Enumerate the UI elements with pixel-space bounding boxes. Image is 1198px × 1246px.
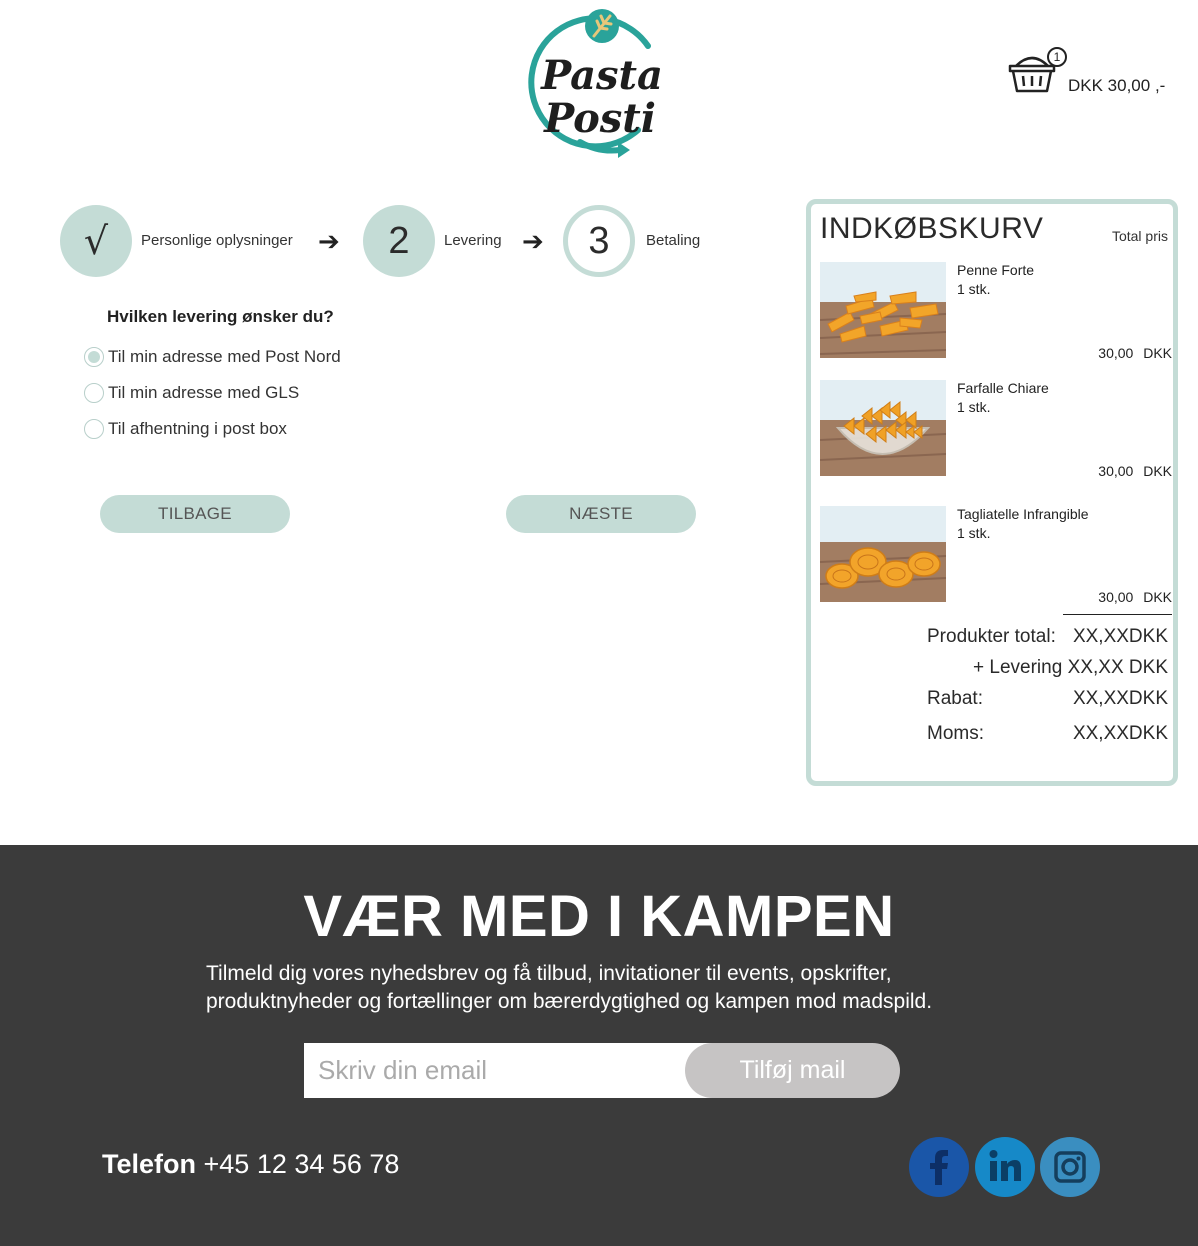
step-2-number: 2 bbox=[388, 219, 410, 262]
cart-count-badge: 1 bbox=[1053, 50, 1061, 64]
cart-item-name: Tagliatelle Infrangible bbox=[957, 506, 1089, 522]
cart-item-price: 30,00 DKK bbox=[1098, 589, 1172, 605]
step-3-label: Betaling bbox=[646, 232, 701, 249]
discount-label: Rabat: bbox=[927, 688, 983, 709]
shopping-basket-icon[interactable] bbox=[1006, 46, 1070, 96]
radio-button[interactable] bbox=[84, 383, 104, 403]
vat-label: Moms: bbox=[927, 723, 984, 744]
cart-item-name: Penne Forte bbox=[957, 262, 1035, 278]
cart-item-qty: 1 stk. bbox=[957, 525, 991, 541]
arrow-right-icon: ➔ bbox=[522, 226, 544, 256]
delivery-cost-label: + Levering bbox=[973, 657, 1063, 678]
newsletter-description: Tilmeld dig vores nyhedsbrev og få tilbud, invitationer til events, opskrifter, produktnyheder og fortællinger om bærerdygtighed og kampen mod madspild. bbox=[206, 962, 933, 1013]
next-button[interactable]: NÆSTE bbox=[506, 495, 696, 533]
step-2-label: Levering bbox=[444, 232, 502, 249]
cart-total-price-label: Total pris bbox=[1111, 228, 1168, 244]
step-2-circle bbox=[363, 205, 435, 277]
instagram-icon[interactable] bbox=[1040, 1137, 1100, 1197]
cart-item bbox=[820, 380, 1172, 478]
delivery-option-label: Til afhentning i post box bbox=[108, 419, 287, 438]
summary-divider bbox=[1063, 614, 1172, 615]
step-3-circle bbox=[563, 205, 635, 277]
svg-text:Posti: Posti bbox=[544, 95, 656, 142]
delivery-option-label: Til min adresse med GLS bbox=[108, 383, 300, 402]
svg-text:Pasta: Pasta bbox=[541, 52, 663, 99]
delivery-option-postbox[interactable] bbox=[84, 417, 287, 441]
cart-title: INDKØBSKURV bbox=[820, 212, 1044, 245]
footer bbox=[0, 845, 1198, 1246]
products-total-value: XX,XXDKK bbox=[1072, 626, 1168, 647]
phone-label: Telefon bbox=[102, 1149, 196, 1179]
radio-button[interactable] bbox=[84, 419, 104, 439]
cart-item-qty: 1 stk. bbox=[957, 399, 991, 415]
vat-value: XX,XXDKK bbox=[1072, 723, 1168, 744]
cart-panel bbox=[806, 199, 1178, 786]
cart-item-price: 30,00 DKK bbox=[1098, 463, 1172, 479]
delivery-option-gls[interactable] bbox=[84, 381, 299, 405]
step-1-label: Personlige oplysninger bbox=[141, 232, 293, 249]
newsletter-title: VÆR MED I KAMPEN bbox=[303, 884, 895, 949]
penne-product-image[interactable] bbox=[820, 262, 946, 358]
products-total-label: Produkter total: bbox=[927, 626, 1056, 647]
checkmark-icon: √ bbox=[83, 219, 109, 263]
cart-total-amount: DKK 30,00 ,- bbox=[1068, 76, 1166, 95]
add-mail-button[interactable]: Tilføj mail bbox=[685, 1043, 900, 1098]
delivery-cost-value: XX,XX DKK bbox=[1067, 657, 1168, 678]
delivery-question: Hvilken levering ønsker du? bbox=[107, 307, 334, 326]
pasta-posti-logo[interactable] bbox=[520, 4, 680, 164]
facebook-icon[interactable] bbox=[909, 1137, 969, 1197]
newsletter-email-input[interactable] bbox=[304, 1043, 724, 1098]
farfalle-product-image[interactable] bbox=[820, 380, 946, 476]
radio-button-selected[interactable] bbox=[84, 347, 104, 367]
cart-item-qty: 1 stk. bbox=[957, 281, 991, 297]
step-3-number: 3 bbox=[588, 219, 610, 262]
tagliatelle-product-image[interactable] bbox=[820, 506, 946, 602]
phone-contact bbox=[102, 1149, 399, 1180]
discount-value: XX,XXDKK bbox=[1072, 688, 1168, 709]
cart-item-price: 30,00 DKK bbox=[1098, 345, 1172, 361]
arrow-right-icon: ➔ bbox=[318, 226, 340, 256]
cart-item bbox=[820, 262, 1172, 360]
phone-number[interactable]: +45 12 34 56 78 bbox=[203, 1149, 400, 1179]
cart-item bbox=[820, 506, 1172, 604]
back-button[interactable]: TILBAGE bbox=[100, 495, 290, 533]
linkedin-icon[interactable] bbox=[975, 1137, 1035, 1197]
delivery-option-postnord[interactable] bbox=[84, 345, 341, 369]
cart-item-name: Farfalle Chiare bbox=[957, 380, 1049, 396]
step-1-circle bbox=[60, 205, 132, 277]
delivery-option-label: Til min adresse med Post Nord bbox=[108, 347, 341, 366]
